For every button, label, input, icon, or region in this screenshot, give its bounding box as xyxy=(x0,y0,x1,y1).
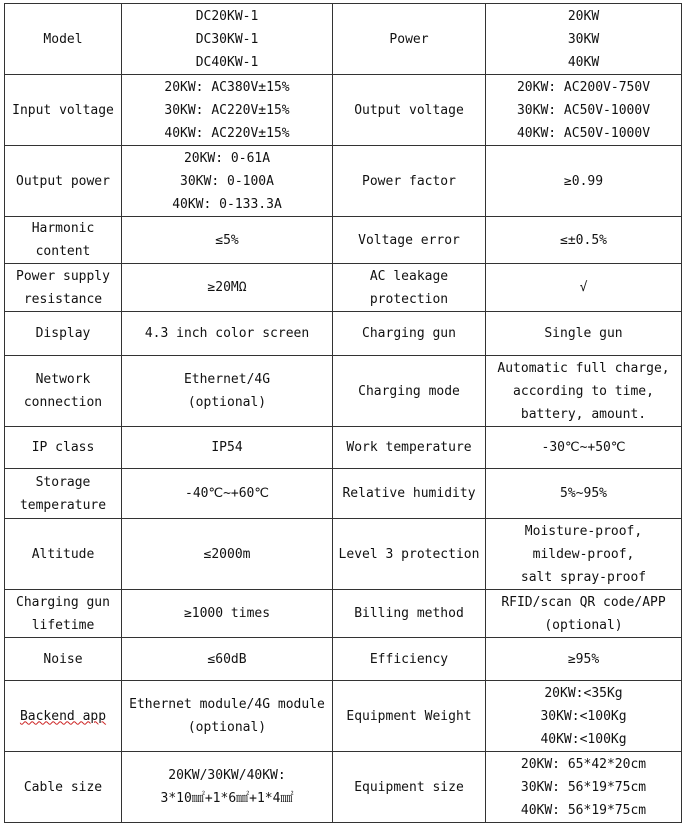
label-line: Charging mode xyxy=(358,383,460,399)
spec-value xyxy=(486,75,682,146)
label-line: Efficiency xyxy=(369,651,449,667)
spec-value xyxy=(122,217,333,264)
label-line: Network xyxy=(35,372,91,387)
table-row xyxy=(5,264,682,312)
value-line: Moisture-proof, xyxy=(524,523,643,539)
spec-label xyxy=(5,681,122,752)
table-row xyxy=(5,312,682,356)
spec-label xyxy=(333,75,486,146)
table-row xyxy=(5,519,682,590)
label-line: Charging gun xyxy=(16,594,110,610)
table-row xyxy=(5,681,682,752)
label-line: Display xyxy=(35,326,91,341)
value-line: 20KW: 65*42*20cm xyxy=(520,756,647,772)
label-line: lifetime xyxy=(31,617,95,633)
spec-label xyxy=(5,469,122,519)
value-line: 40KW: AC50V-1000V xyxy=(516,125,651,141)
spec-value xyxy=(122,312,333,356)
value-line: (optional) xyxy=(187,395,267,410)
label-line: IP class xyxy=(31,440,95,455)
value-line: DC40KW-1 xyxy=(195,54,259,70)
label-line: Output power xyxy=(16,173,110,189)
spec-value xyxy=(486,356,682,427)
value-line: battery, amount. xyxy=(520,406,647,422)
table-row xyxy=(5,590,682,638)
value-line: 3*10㎟+1*6㎟+1*4㎟ xyxy=(160,791,294,806)
spec-value xyxy=(122,146,333,217)
value-line: DC20KW-1 xyxy=(195,8,259,24)
label-line: protection xyxy=(369,291,449,307)
value-line: 30KW: 56*19*75cm xyxy=(520,779,647,795)
label-line: temperature xyxy=(19,497,107,513)
spec-value xyxy=(122,590,333,638)
spec-label xyxy=(333,264,486,312)
value-line: salt spray-proof xyxy=(520,569,647,585)
spec-label xyxy=(5,4,122,75)
value-line: Automatic full charge, xyxy=(497,360,670,376)
value-line: Ethernet module/4G module xyxy=(129,697,325,712)
spec-value xyxy=(486,638,682,681)
spec-value xyxy=(122,638,333,681)
spec-value xyxy=(122,427,333,469)
value-line: 40KW:<100Kg xyxy=(540,731,627,747)
spec-value xyxy=(122,469,333,519)
spec-value xyxy=(486,427,682,469)
value-line: ≥20MΩ xyxy=(207,280,247,295)
value-line: 40KW: 56*19*75cm xyxy=(520,802,647,818)
spec-value xyxy=(486,312,682,356)
value-line: IP54 xyxy=(211,440,243,455)
label-line: Equipment size xyxy=(354,779,464,795)
value-line: ≤5% xyxy=(215,232,239,248)
spec-label xyxy=(333,217,486,264)
value-line: mildew-proof, xyxy=(532,546,635,562)
spec-value xyxy=(122,681,333,752)
value-line: (optional) xyxy=(187,720,267,735)
table-row xyxy=(5,75,682,146)
value-line: 20KW: AC200V-750V xyxy=(516,79,651,95)
label-line: Power supply xyxy=(16,268,110,284)
value-line: 30KW: AC220V±15% xyxy=(164,102,290,118)
label-line: content xyxy=(35,244,91,259)
value-line: ≤60dB xyxy=(207,651,247,667)
value-line: √ xyxy=(579,280,588,295)
value-line: 20KW:<35Kg xyxy=(544,685,623,701)
table-row xyxy=(5,4,682,75)
value-line: ≤2000m xyxy=(203,546,251,562)
spec-value xyxy=(486,264,682,312)
spec-label xyxy=(333,752,486,823)
table-row xyxy=(5,146,682,217)
table-row xyxy=(5,752,682,823)
value-line: 4.3 inch color screen xyxy=(144,326,310,341)
value-line: 30KW: 0-100A xyxy=(180,173,274,189)
label-line: Input voltage xyxy=(12,102,114,118)
spec-label xyxy=(5,638,122,681)
value-line: 40KW xyxy=(567,54,600,70)
label-line: connection xyxy=(23,395,103,410)
label-line: Model xyxy=(43,31,83,47)
value-line: -40℃~+60℃ xyxy=(185,486,269,501)
value-line: Ethernet/4G xyxy=(183,372,271,387)
spec-label xyxy=(333,638,486,681)
value-line: (optional) xyxy=(544,617,623,633)
value-line: ≥0.99 xyxy=(563,173,604,189)
spec-value xyxy=(486,469,682,519)
label-line: Storage xyxy=(35,474,91,490)
table-row xyxy=(5,638,682,681)
value-line: ≥1000 times xyxy=(183,606,271,621)
label-line: Charging gun xyxy=(362,326,456,341)
label-line: resistance xyxy=(23,291,103,307)
value-line: according to time, xyxy=(513,383,654,399)
spec-value xyxy=(486,681,682,752)
spec-value xyxy=(122,519,333,590)
spec-value xyxy=(486,217,682,264)
label-line: Work temperature xyxy=(346,440,472,455)
spec-label xyxy=(333,519,486,590)
spec-value xyxy=(486,590,682,638)
label-line: Output voltage xyxy=(354,102,464,118)
label-line: Relative humidity xyxy=(342,486,476,501)
value-line: 30KW xyxy=(567,31,600,47)
spec-label xyxy=(5,356,122,427)
table-row xyxy=(5,356,682,427)
spec-label xyxy=(5,146,122,217)
spec-label xyxy=(333,356,486,427)
value-line: 20KW/30KW/40KW: xyxy=(168,768,286,783)
spec-label xyxy=(5,427,122,469)
label-line: Equipment Weight xyxy=(346,708,472,724)
spec-label xyxy=(333,427,486,469)
spec-label xyxy=(5,519,122,590)
label-line: Backend app xyxy=(19,708,107,724)
spec-label xyxy=(333,4,486,75)
table-row xyxy=(5,469,682,519)
spec-value xyxy=(122,752,333,823)
value-line: 20KW xyxy=(567,8,600,24)
label-line: Power xyxy=(389,31,429,47)
label-line: Noise xyxy=(43,651,83,667)
spec-label xyxy=(5,264,122,312)
value-line: -30℃~+50℃ xyxy=(541,440,626,455)
spec-value xyxy=(122,75,333,146)
label-line: AC leakage xyxy=(369,268,449,284)
spec-label xyxy=(333,312,486,356)
value-line: ≤±0.5% xyxy=(560,232,607,248)
label-line: Level 3 protection xyxy=(338,546,480,562)
spec-value xyxy=(122,4,333,75)
spec-label xyxy=(5,752,122,823)
spec-label xyxy=(5,590,122,638)
value-line: 5%~95% xyxy=(560,486,607,501)
value-line: DC30KW-1 xyxy=(195,31,259,47)
spec-value xyxy=(486,519,682,590)
spec-label xyxy=(333,590,486,638)
spec-label xyxy=(5,312,122,356)
value-line: 30KW: AC50V-1000V xyxy=(516,102,651,118)
spec-label xyxy=(333,146,486,217)
spec-value xyxy=(122,264,333,312)
table-row xyxy=(5,427,682,469)
table-row xyxy=(5,217,682,264)
spec-value xyxy=(486,146,682,217)
spec-label xyxy=(5,217,122,264)
spec-value xyxy=(486,4,682,75)
label-line: Power factor xyxy=(362,173,456,189)
spec-table xyxy=(4,3,682,823)
value-line: 40KW: AC220V±15% xyxy=(164,125,290,141)
value-line: Single gun xyxy=(544,326,623,341)
value-line: RFID/scan QR code/APP xyxy=(501,594,666,610)
spec-label xyxy=(333,469,486,519)
value-line: ≥95% xyxy=(567,651,600,667)
spec-label xyxy=(5,75,122,146)
spec-label xyxy=(333,681,486,752)
label-line: Voltage error xyxy=(358,232,460,248)
label-line: Altitude xyxy=(31,546,95,562)
spec-value xyxy=(486,752,682,823)
label-line: Cable size xyxy=(23,779,103,795)
label-line: Harmonic xyxy=(31,221,95,236)
value-line: 20KW: 0-61A xyxy=(183,150,271,166)
spec-value xyxy=(122,356,333,427)
label-line: Billing method xyxy=(354,606,464,621)
value-line: 40KW: 0-133.3A xyxy=(172,196,282,212)
value-line: 30KW:<100Kg xyxy=(540,708,627,724)
value-line: 20KW: AC380V±15% xyxy=(164,79,290,95)
